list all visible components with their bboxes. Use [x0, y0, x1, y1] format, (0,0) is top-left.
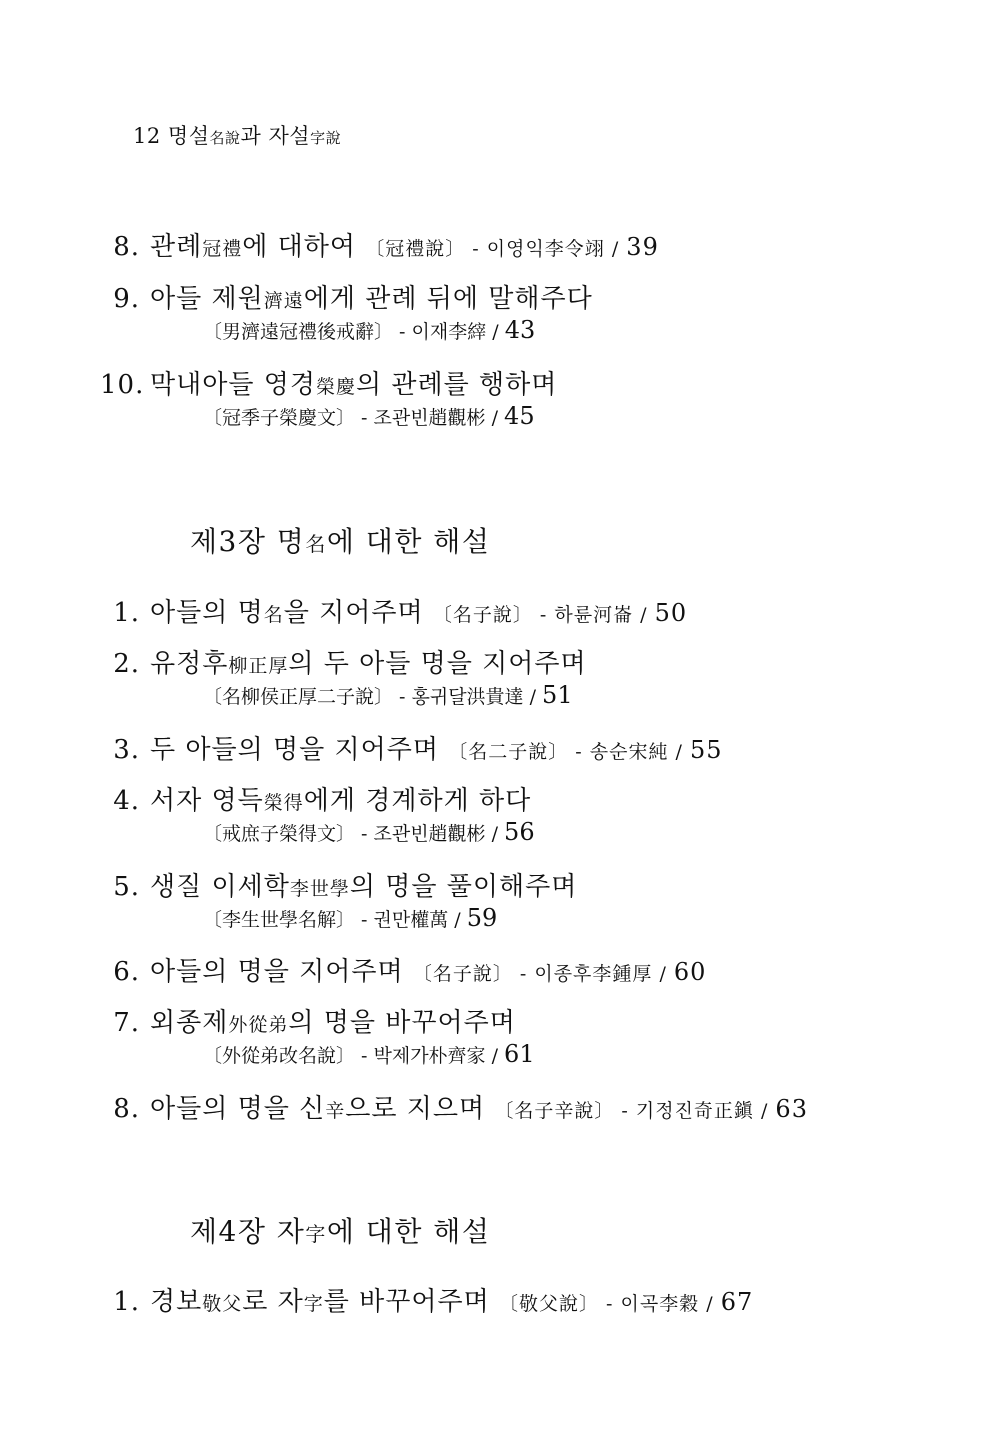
entry-meta: 〔名子辛說〕 - 기정진奇正鎭 /: [494, 1100, 776, 1122]
running-title-b-hanja: 字說: [310, 129, 342, 147]
chapter-heading: [190, 520, 490, 560]
entry-title-hanja: 辛: [325, 1100, 346, 1122]
entry-number: 1.: [113, 598, 140, 628]
entry-meta: 〔名柳侯正厚二子說〕 - 홍귀달洪貴達 /: [203, 686, 543, 708]
chapter-heading-hanja: 字: [305, 1222, 327, 1246]
entry-number: 3.: [113, 735, 140, 765]
entry-page: 43: [504, 316, 536, 344]
entry-title-rest: 에게 경계하게 하다: [303, 786, 532, 816]
entry-title: 아들의 명: [150, 598, 264, 628]
entry-title-rest: 에 대하여: [242, 232, 356, 262]
entry-meta: 〔名子說〕 - 이종후李鍾厚 /: [412, 963, 674, 985]
entry-title: 아들 제원: [150, 284, 264, 314]
entry-page: 59: [466, 904, 498, 932]
running-head: [133, 120, 341, 150]
entry-meta: 〔名子說〕 - 하륜河崙 /: [432, 604, 655, 626]
entry-meta: 〔外從弟改名說〕 - 박제가朴齊家 /: [203, 1045, 505, 1067]
entry-page: 67: [720, 1288, 754, 1316]
entry-title-rest: 의 명을 풀이해주며: [349, 872, 578, 902]
entry-page: 61: [504, 1040, 535, 1068]
entry-meta: 〔冠季子榮慶文〕 - 조관빈趙觀彬 /: [203, 407, 505, 429]
entry-title-hanja: 濟遠: [263, 290, 304, 312]
entry-page: 51: [542, 681, 573, 709]
entry-title: 서자 영득: [150, 786, 264, 816]
entry-title-hanja: 柳正厚: [228, 655, 289, 677]
page-number: 12: [133, 124, 161, 148]
entry-number: 5.: [113, 872, 140, 902]
chapter-heading-text: 제4장 자: [190, 1215, 306, 1248]
entry-meta: 〔敬父說〕 - 이곡李穀 /: [499, 1293, 721, 1315]
entry-title-rest: 로 자: [242, 1287, 304, 1317]
entry-number: 10.: [100, 370, 145, 400]
entry-title-hanja: 榮慶: [315, 376, 356, 398]
entry-title-rest: 으로 지으며: [345, 1094, 486, 1124]
entry-number: 6.: [113, 957, 140, 987]
chapter-heading-rest: 에 대한 해설: [326, 1215, 491, 1248]
chapter-heading: [190, 1210, 490, 1250]
entry-title-rest: 의 명을 바꾸어주며: [288, 1008, 516, 1038]
entry-title: 외종제: [150, 1008, 229, 1038]
entry-number: 8.: [113, 232, 140, 262]
entry-title-hanja: 敬父: [202, 1293, 243, 1315]
entry-title: 아들의 명을 신: [150, 1094, 326, 1124]
entry-meta: 〔名二子說〕 - 송순宋純 /: [448, 741, 690, 763]
entry-title-hanja: 外從弟: [228, 1014, 289, 1036]
entry-title-rest: 의 두 아들 명을 지어주며: [288, 649, 587, 679]
entry-title-rest: 에게 관례 뒤에 말해주다: [303, 284, 593, 314]
entry-title: 아들의 명을 지어주며: [150, 957, 404, 987]
entry-page: 50: [654, 599, 688, 627]
chapter-heading-hanja: 名: [305, 532, 327, 556]
entry-number: 1.: [113, 1287, 140, 1317]
chapter-heading-rest: 에 대한 해설: [326, 525, 491, 558]
entry-number: 2.: [113, 649, 140, 679]
entry-title-hanja: 李世學: [289, 878, 350, 900]
entry-meta: 〔冠禮說〕 - 이영익李令翊 /: [365, 238, 627, 260]
entry-number: 4.: [113, 786, 140, 816]
entry-meta: 〔戒庶子榮得文〕 - 조관빈趙觀彬 /: [203, 823, 505, 845]
entry-number: 7.: [113, 1008, 140, 1038]
entry-title-rest-2: 를 바꾸어주며: [323, 1287, 490, 1317]
entry-title: 유정후: [150, 649, 229, 679]
entry-page: 63: [775, 1095, 808, 1123]
entry-page: 45: [504, 402, 535, 430]
entry-title: 관례: [150, 232, 203, 262]
entry-title-hanja: 榮得: [263, 792, 304, 814]
entry-page: 55: [689, 736, 723, 764]
entry-meta: 〔李生世學名解〕 - 권만權萬 /: [203, 909, 467, 931]
entry-page: 39: [626, 233, 659, 261]
entry-page: 56: [504, 818, 535, 846]
entry-title: 생질 이세학: [150, 872, 290, 902]
entry-title-hanja: 名: [263, 604, 284, 626]
entry-title: 두 아들의 명을 지어주며: [150, 735, 439, 765]
running-title-a: 명설: [167, 124, 210, 148]
entry-title: 경보: [150, 1287, 203, 1317]
entry-page: 60: [673, 958, 707, 986]
running-title-a-hanja: 名說: [209, 129, 241, 147]
chapter-heading-text: 제3장 명: [190, 525, 306, 558]
entry-number: 9.: [113, 284, 140, 314]
entry-title-hanja: 冠禮: [202, 238, 243, 260]
entry-number: 8.: [113, 1094, 140, 1124]
running-title-b: 과 자설: [240, 124, 311, 148]
entry-title-hanja-2: 字: [303, 1293, 324, 1315]
entry-title-rest: 을 지어주며: [283, 598, 424, 628]
entry-title-rest: 의 관례를 행하며: [355, 370, 558, 400]
entry-title: 막내아들 영경: [150, 370, 316, 400]
entry-meta: 〔男濟遠冠禮後戒辭〕 - 이재李縡 /: [203, 321, 505, 343]
